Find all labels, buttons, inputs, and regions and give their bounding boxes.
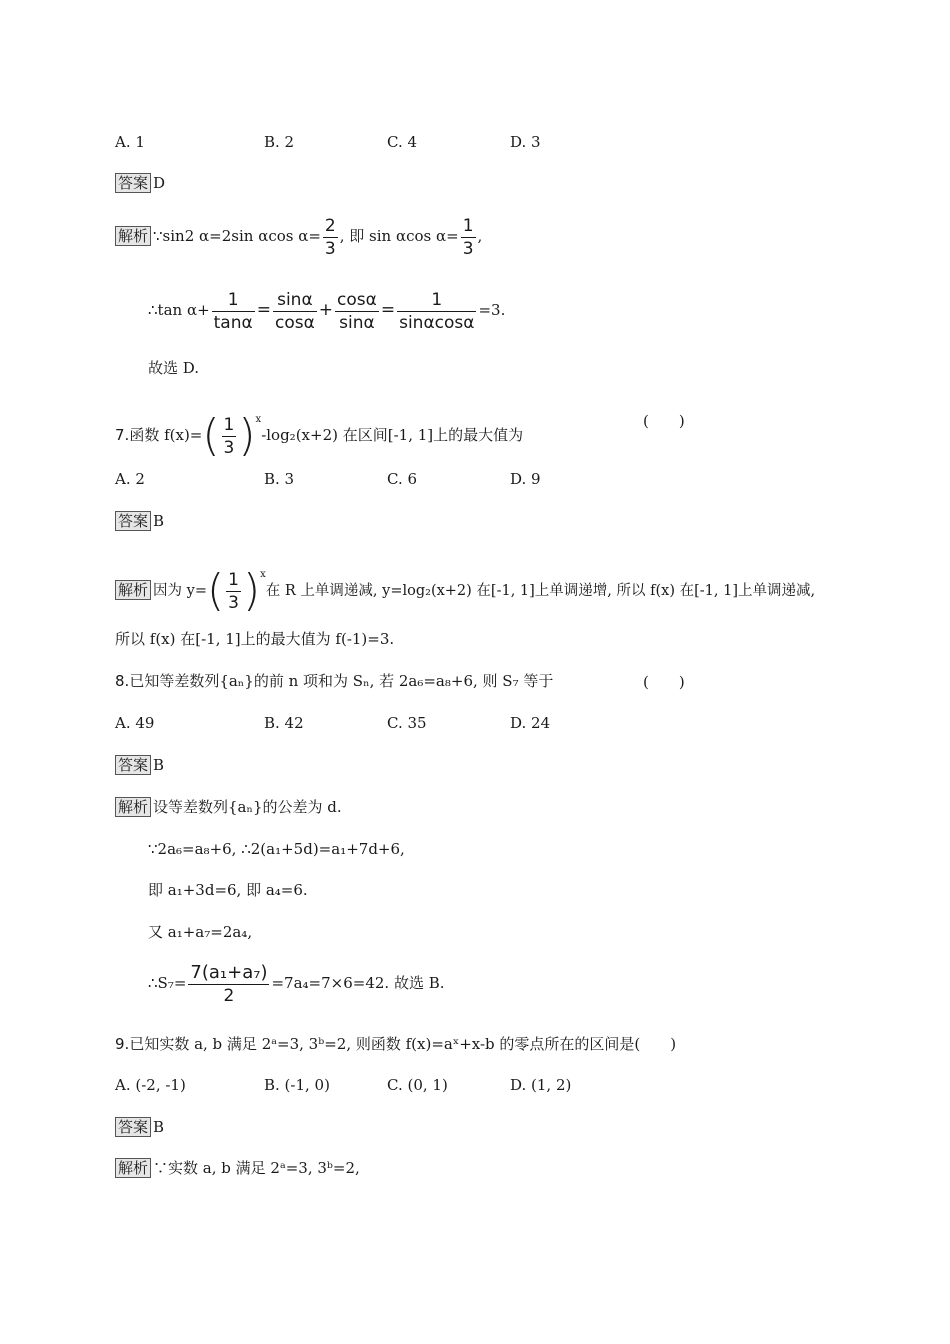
question-number: 8. — [115, 672, 130, 690]
text: 已知等差数列{aₙ}的前 n 项和为 Sₙ, 若 2a₆=a₈+6, 则 S₇ 等于 — [129, 672, 554, 690]
answer-value: B — [153, 1118, 165, 1136]
q7-option-d: D. 9 — [510, 470, 541, 488]
text: , 即 sin αcos α= — [339, 227, 459, 245]
q8-option-b: B. 42 — [264, 714, 304, 732]
q8-option-c: C. 35 — [387, 714, 427, 732]
text: =7a₄=7×6=42. 故选 B. — [271, 974, 445, 992]
q6-option-c: C. 4 — [387, 133, 418, 151]
text: 函数 f(x)= — [129, 426, 203, 444]
q8-option-a: A. 49 — [115, 714, 155, 732]
text: ∴tan α+ — [148, 301, 210, 319]
q6-analysis-line1 — [115, 214, 482, 260]
answer-tag: 答案 — [115, 755, 151, 775]
q7-analysis-line1: 解析 因为 y=( $\frac{1}{3}$ )$^x$在 R 上单调递减, y=log₂(x+2) 在[-1, 1]上单调递增, 所以 f(x) 在[-1, 1]上单调递减, — [115, 551, 815, 615]
q8-analysis-line3: 即 a₁+3d=6, 即 a₄=6. — [148, 881, 308, 899]
fraction: $\frac{1}{3}$ — [462, 215, 474, 259]
answer-value: D — [153, 174, 166, 192]
question-number: 9. — [115, 1035, 130, 1053]
q9-stem — [115, 1034, 676, 1054]
fraction: $\frac{2}{3}$ — [324, 215, 336, 259]
text: -log₂(x+2) 在区间[-1, 1]上的最大值为 — [261, 426, 524, 444]
q7-answer-paren: ( ) — [643, 412, 685, 430]
q9-option-d: D. (1, 2) — [510, 1076, 572, 1094]
q7-analysis-line2: 所以 f(x) 在[-1, 1]上的最大值为 f(-1)=3. — [115, 630, 395, 648]
analysis-tag: 解析 — [115, 797, 151, 817]
q8-analysis-line4: 又 a₁+a₇=2a₄, — [148, 923, 253, 941]
text: =3. — [478, 301, 506, 319]
fraction: $\frac{1}{\sin\alpha\cos\alpha}$ — [399, 289, 475, 333]
q9-option-b: B. (-1, 0) — [264, 1076, 330, 1094]
q9-answer — [115, 1117, 164, 1137]
q8-answer-paren: ( ) — [643, 673, 685, 691]
answer-tag: 答案 — [115, 511, 151, 531]
answer-value: B — [153, 512, 165, 530]
text: ∵实数 a, b 满足 2ᵃ=3, 3ᵇ=2, — [153, 1159, 360, 1177]
text: , — [477, 227, 483, 245]
q8-stem — [115, 671, 553, 691]
q8-answer — [115, 755, 164, 775]
text: 已知实数 a, b 满足 2ᵃ=3, 3ᵇ=2, 则函数 f(x)=aˣ+x-b 的零点所在的区间是( ) — [129, 1035, 677, 1053]
fraction: $\frac{1}{3}$ — [228, 569, 239, 613]
answer-tag: 答案 — [115, 1117, 151, 1137]
q9-option-a: A. (-2, -1) — [115, 1076, 186, 1094]
text: 设等差数列{aₙ}的公差为 d. — [153, 798, 342, 816]
q9-analysis-line1 — [115, 1158, 360, 1178]
q6-answer — [115, 173, 165, 193]
text: ∵sin2 α=2sin αcos α= — [153, 227, 321, 245]
q7-option-a: A. 2 — [115, 470, 145, 488]
text: ∴S₇= — [148, 974, 187, 992]
fraction: $\frac{\sin\alpha}{\cos\alpha}$ — [274, 289, 315, 333]
fraction: $\frac{1}{\tan\alpha}$ — [213, 289, 253, 333]
q6-option-b: B. 2 — [264, 133, 295, 151]
q8-option-d: D. 24 — [510, 714, 551, 732]
q6-option-d: D. 3 — [510, 133, 541, 151]
q8-analysis-line5 — [148, 958, 445, 1008]
question-number: 7. — [115, 426, 130, 444]
fraction: $\frac{1}{3}$ — [223, 414, 235, 458]
answer-value: B — [153, 756, 165, 774]
q6-conclusion: 故选 D. — [148, 359, 200, 377]
text: 在 R 上单调递减, y=log₂(x+2) 在[-1, 1]上单调递增, 所以 f(x) 在[-1, 1]上单调递减, — [265, 583, 816, 599]
analysis-tag: 解析 — [115, 226, 151, 246]
answer-tag: 答案 — [115, 173, 151, 193]
q7-option-c: C. 6 — [387, 470, 418, 488]
q9-option-c: C. (0, 1) — [387, 1076, 448, 1094]
fraction: $\frac{\text{7(a₁+a₇)}}{2}$ — [190, 961, 268, 1006]
fraction: $\frac{\cos\alpha}{\sin\alpha}$ — [337, 289, 377, 333]
text: 因为 y= — [153, 583, 207, 599]
q7-answer — [115, 511, 164, 531]
q8-analysis-line1 — [115, 797, 342, 817]
analysis-tag: 解析 — [115, 580, 151, 600]
q6-analysis-line2: ∴tan α+ $\frac{1}{\tan\alpha}$ = $\frac{\sin\alpha}{\cos\alpha}$ + $\frac{\cos\alpha}{\sin\alpha}$ = $\frac{1}{\sin\alpha\cos\alpha}$ =3. — [148, 289, 506, 333]
analysis-tag: 解析 — [115, 1158, 151, 1178]
q7-option-b: B. 3 — [264, 470, 295, 488]
q7-stem: 7.函数 f(x)=( $\frac{1}{3}$ )$^x$-log₂(x+2) 在区间[-1, 1]上的最大值为 — [115, 410, 524, 461]
q8-analysis-line2: ∵2a₆=a₈+6, ∴2(a₁+5d)=a₁+7d+6, — [148, 840, 405, 858]
q6-option-a: A. 1 — [115, 133, 145, 151]
